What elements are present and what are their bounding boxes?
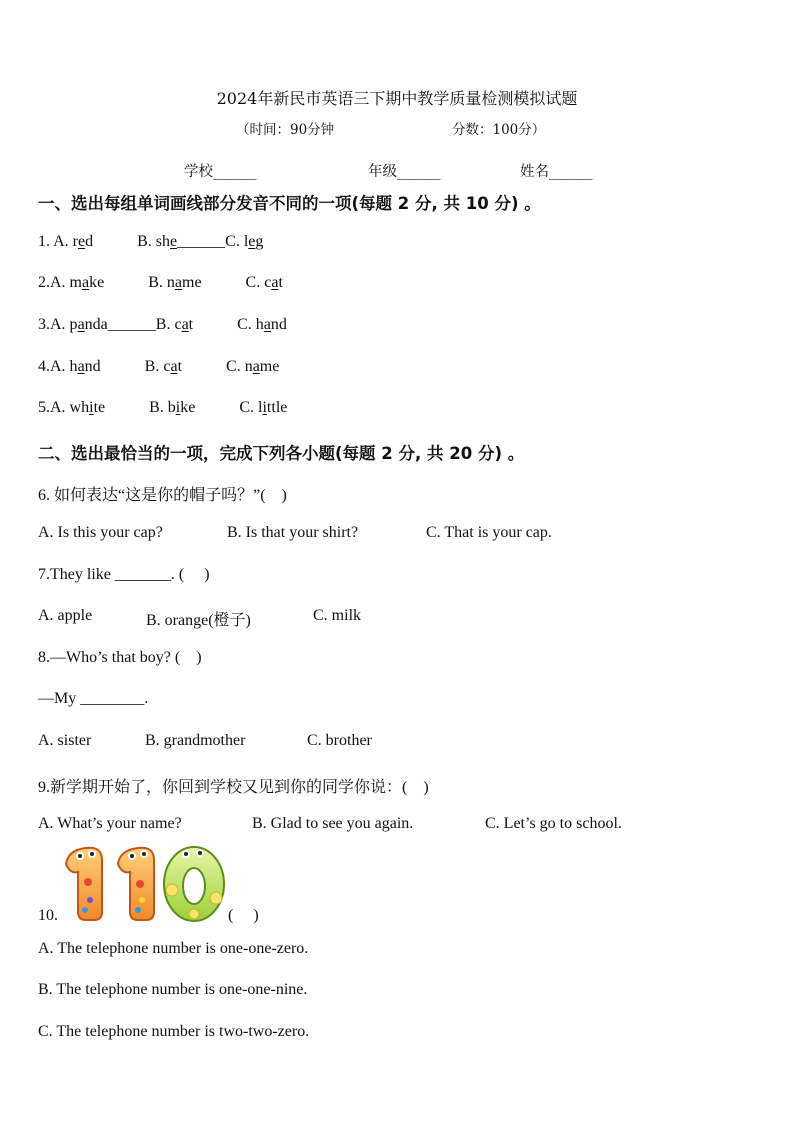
number-110-picture xyxy=(58,842,228,924)
option-c-text: C. n xyxy=(226,358,253,375)
question-9-stem: 9.新学期开始了，你回到学校又见到你的同学你说：( ) xyxy=(38,779,429,796)
option-a-text: A. m xyxy=(50,274,82,291)
option-c-text: ttle xyxy=(266,399,288,416)
option-a-text: A. wh xyxy=(50,399,90,416)
option-b-text: t xyxy=(188,316,194,333)
school-field[interactable]: 学校______ xyxy=(184,164,257,180)
underlined-letter: a xyxy=(77,316,85,333)
question-6-option-c[interactable]: C. That is your cap. xyxy=(426,524,552,541)
question-9-option-c[interactable]: C. Let’s go to school. xyxy=(485,815,622,832)
option-a-text: d xyxy=(85,233,94,250)
exam-score: 分数：100分） xyxy=(452,122,546,138)
question-10-option-b[interactable]: B. The telephone number is one-one-nine. xyxy=(38,981,308,998)
digit-zero xyxy=(164,847,224,921)
option-a-text: ke xyxy=(89,274,105,291)
underlined-letter: a xyxy=(252,358,260,375)
underlined-letter: e xyxy=(78,233,86,250)
question-number: 2. xyxy=(38,274,50,291)
option-c-text: C. h xyxy=(237,316,264,333)
answer-blank[interactable]: ______ xyxy=(107,316,156,333)
grade-field[interactable]: 年级______ xyxy=(368,164,441,180)
underlined-letter: a xyxy=(271,274,279,291)
option-b-text: ke xyxy=(180,399,196,416)
option-a-text: A. h xyxy=(50,358,78,375)
page-title: 2024年新民市英语三下期中教学质量检测模拟试题 xyxy=(216,89,578,108)
question-10-option-c[interactable]: C. The telephone number is two-two-zero. xyxy=(38,1023,310,1040)
underlined-letter: i xyxy=(262,399,267,416)
question-6-stem: 6. 如何表达“这是你的帽子吗？”( ) xyxy=(38,487,287,504)
underlined-letter: i xyxy=(89,399,94,416)
underlined-letter: a xyxy=(82,274,90,291)
option-c-text: nd xyxy=(270,316,287,333)
question-8-stem: 8.—Who’s that boy? ( ) xyxy=(38,649,202,666)
question-10-answer-paren[interactable]: ( ) xyxy=(228,907,259,924)
question-1 xyxy=(38,233,263,251)
underlined-letter: e xyxy=(170,233,178,250)
number-110-illustration xyxy=(58,842,228,924)
question-5 xyxy=(38,399,287,417)
digit-one-first xyxy=(66,848,102,920)
option-c-text: C. c xyxy=(245,274,272,291)
question-4 xyxy=(38,358,279,376)
underlined-letter: a xyxy=(170,358,178,375)
question-number: 3. xyxy=(38,316,50,333)
option-a-text: A. r xyxy=(53,233,79,250)
option-c-text: g xyxy=(255,233,264,250)
option-a-text: nda xyxy=(84,316,108,333)
option-b-text: B. n xyxy=(148,274,175,291)
option-a-text: nd xyxy=(84,358,101,375)
underlined-letter: a xyxy=(174,274,182,291)
question-8-option-b[interactable]: B. grandmother xyxy=(145,732,246,749)
question-9-option-a[interactable]: A. What’s your name? xyxy=(38,815,182,832)
option-c-text: t xyxy=(278,274,283,291)
question-8-answer-line: —My ________. xyxy=(38,690,149,707)
digit-one-second xyxy=(118,848,154,920)
option-b-text: B. b xyxy=(149,399,176,416)
option-a-text: A. p xyxy=(50,316,78,333)
name-field[interactable]: 姓名______ xyxy=(520,164,593,180)
question-number: 4. xyxy=(38,358,50,375)
option-c-text: me xyxy=(259,358,280,375)
question-2 xyxy=(38,274,283,292)
section-2-heading: 二、选出最恰当的一项，完成下列各小题(每题 2 分, 共 20 分) 。 xyxy=(38,444,525,463)
option-b-text: t xyxy=(177,358,183,375)
underlined-letter: i xyxy=(175,399,181,416)
option-c-text: C. l xyxy=(239,399,263,416)
question-7-option-a[interactable]: A. apple xyxy=(38,607,93,624)
question-10-option-a[interactable]: A. The telephone number is one-one-zero. xyxy=(38,940,309,957)
question-7-option-b[interactable]: B. orange(橙子) xyxy=(146,612,251,629)
question-7-option-c[interactable]: C. milk xyxy=(313,607,362,624)
underlined-letter: a xyxy=(263,316,271,333)
option-c-text: C. l xyxy=(225,233,249,250)
answer-blank[interactable]: ______ xyxy=(177,233,226,250)
question-8-option-a[interactable]: A. sister xyxy=(38,732,92,749)
question-number: 5. xyxy=(38,399,50,416)
question-number: 1. xyxy=(38,233,54,250)
underlined-letter: a xyxy=(181,316,189,333)
option-b-text: B. c xyxy=(144,358,171,375)
option-b-text: me xyxy=(182,274,202,291)
question-6-option-b[interactable]: B. Is that your shirt? xyxy=(227,524,359,541)
question-8-option-c[interactable]: C. brother xyxy=(307,732,372,749)
question-9-option-b[interactable]: B. Glad to see you again. xyxy=(252,815,414,832)
question-3 xyxy=(38,316,287,334)
question-7-stem: 7.They like _______. ( ) xyxy=(38,566,210,583)
underlined-letter: a xyxy=(77,358,85,375)
option-b-text: B. sh xyxy=(137,233,171,250)
option-a-text: te xyxy=(93,399,106,416)
exam-time: （时间：90分钟 xyxy=(236,122,335,138)
underlined-letter: e xyxy=(248,233,256,250)
question-10-number: 10. xyxy=(38,907,58,924)
option-b-text: B. c xyxy=(155,316,182,333)
section-1-heading: 一、选出每组单词画线部分发音不同的一项(每题 2 分, 共 10 分) 。 xyxy=(38,194,541,213)
question-6-option-a[interactable]: A. Is this your cap? xyxy=(38,524,163,541)
